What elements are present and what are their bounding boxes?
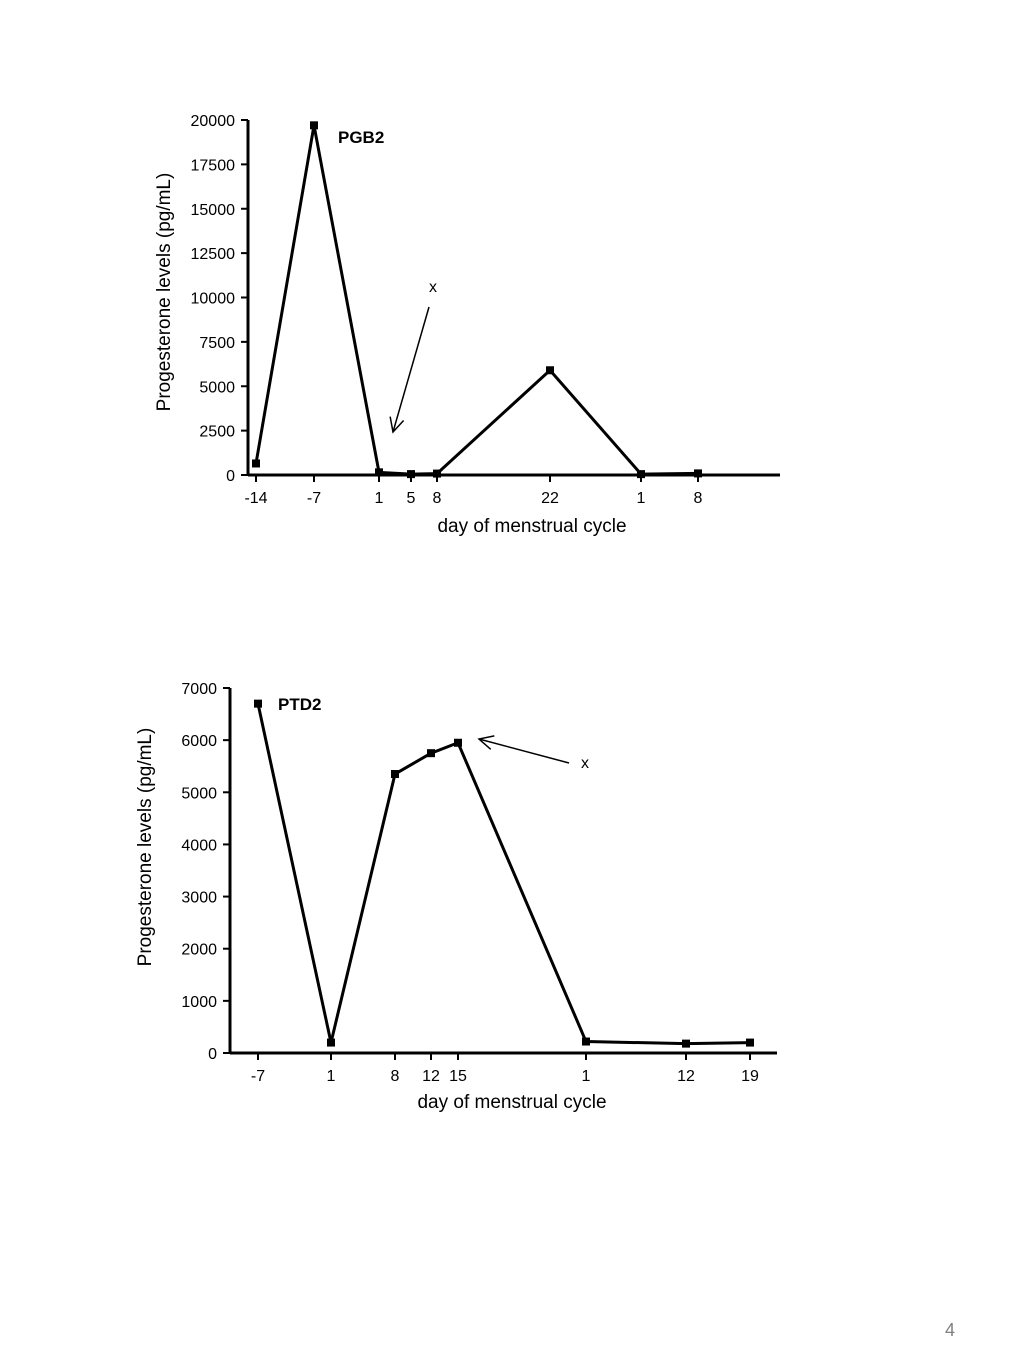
y-tick-label: 7500 [199,334,235,352]
annotation-label: x [581,755,589,772]
x-tick-label: 15 [449,1068,467,1085]
data-point [582,1038,590,1046]
y-tick-label: 2000 [181,941,217,959]
y-tick-label: 17500 [190,157,235,175]
y-tick-label: 3000 [181,889,217,907]
y-axis-title: Progesterone levels (pg/mL) [135,727,156,967]
annotation-arrow [393,307,429,432]
x-tick-label: -14 [244,490,268,507]
x-tick-label: -7 [306,490,322,507]
x-axis-title: day of menstrual cycle [437,516,627,537]
x-tick-label: 1 [374,490,384,507]
x-tick-label: 1 [326,1068,336,1085]
x-tick-label: 12 [422,1068,440,1085]
y-tick-label: 15000 [190,201,235,219]
y-tick-label: 4000 [181,837,217,855]
x-tick-label: 22 [541,490,559,507]
data-point [637,470,645,478]
x-tick-label: 5 [406,490,416,507]
panel-label: PTD2 [278,695,322,714]
x-tick-label: 8 [432,490,442,507]
annotation-label: x [429,279,437,296]
data-point [252,459,260,467]
x-tick-label: 1 [581,1068,591,1085]
x-tick-label: 1 [636,490,646,507]
data-point [746,1039,754,1047]
y-tick-label: 12500 [190,246,235,264]
y-tick-label: 6000 [181,733,217,751]
series-line [258,704,750,1044]
y-tick-label: 1000 [181,993,217,1011]
annotation-arrow [479,739,569,763]
data-point [427,749,435,757]
y-tick-label: 2500 [199,423,235,441]
chart-ptd2 [135,681,777,1113]
data-point [391,770,399,778]
series-line [256,125,698,474]
x-tick-label: 19 [741,1068,759,1085]
y-tick-label: 10000 [190,290,235,308]
y-tick-label: 5000 [199,379,235,397]
panel-label: PGB2 [338,128,385,147]
y-axis-title: Progesterone levels (pg/mL) [154,172,175,412]
x-tick-label: 8 [390,1068,400,1085]
y-tick-label: 0 [208,1046,217,1063]
data-point [254,700,262,708]
chart-pgb2 [154,113,780,537]
data-point [407,470,415,478]
data-point [454,739,462,747]
x-tick-label: 8 [693,490,703,507]
y-tick-label: 0 [226,468,235,485]
data-point [433,470,441,478]
data-point [546,366,554,374]
y-tick-label: 7000 [181,681,217,698]
page-number: 4 [944,1320,955,1340]
data-point [375,468,383,476]
x-tick-label: -7 [250,1068,266,1085]
x-axis-title: day of menstrual cycle [417,1092,607,1113]
data-point [327,1039,335,1047]
y-tick-label: 5000 [181,785,217,803]
data-point [310,121,318,129]
data-point [682,1040,690,1048]
data-point [694,469,702,477]
x-tick-label: 12 [677,1068,695,1085]
y-tick-label: 20000 [190,113,235,130]
